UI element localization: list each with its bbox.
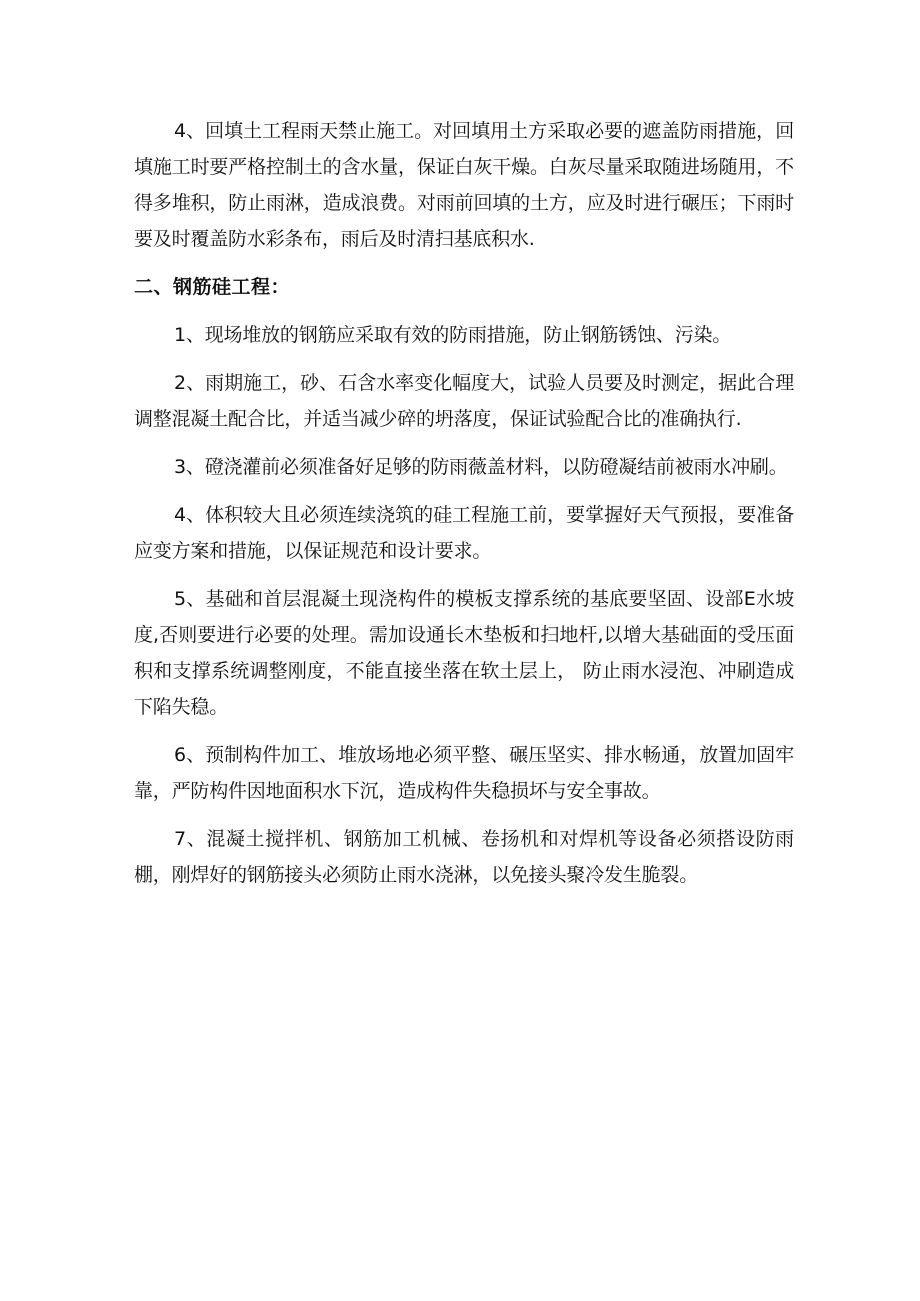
paragraph-backfill-rain: 4、回填土工程雨天禁止施工。对回填用土方采取必要的遮盖防雨措施，回填施工时要严格控制土的含水量，保证白灰干燥。白灰尽量采取随进场随用，不得多堆积，防止雨淋，造成浪费。对雨前回填的土方，应及时进行碾压；下雨时要及时覆盖防水彩条布，雨后及时清扫基底积水.	[134, 120, 794, 250]
document-body	[134, 113, 794, 905]
paragraph-item-2: 2、雨期施工，砂、石含水率变化幅度大，试验人员要及时测定，据此合理调整混凝土配合比，并适当减少碎的坍落度，保证试验配合比的准确执行.	[134, 372, 794, 430]
paragraph-item-7: 7、混凝土搅拌机、钢筋加工机械、卷扬机和对焊机等设备必须搭设防雨棚，刚焊好的钢筋接头必须防止雨水浇淋，以免接头聚冷发生脆裂。	[134, 828, 794, 886]
paragraph-item-3: 3、磴浇灌前必须准备好足够的防雨薇盖材料，以防磴凝结前被雨水冲刷。	[174, 456, 788, 478]
paragraph-item-4: 4、体积较大且必须连续浇筑的硅工程施工前，要掌握好天气预报，要准备应变方案和措施，以保证规范和设计要求。	[134, 504, 794, 562]
paragraph-item-1: 1、现场堆放的钢筋应采取有效的防雨措施，防止钢筋锈蚀、污染。	[174, 324, 732, 346]
paragraph-item-5: 5、基础和首层混凝土现浇构件的模板支撑系统的基底要坚固、设部E水坡度,否则要进行必要的处理。需加设通长木垫板和扫地杆,以增大基础面的受压面积和支撑系统调整刚度，不能直接坐落在软土层上， 防止雨水浸泡、冲刷造成下陷失稳。	[134, 588, 794, 718]
paragraph-item-6: 6、预制构件加工、堆放场地必须平整、碾压坚实、排水畅通，放置加固牢靠，严防构件因地面积水下沉，造成构件失稳损坏与安全事故。	[134, 744, 794, 802]
section-heading-rebar-concrete: 二、钢筋硅工程：	[134, 276, 291, 298]
